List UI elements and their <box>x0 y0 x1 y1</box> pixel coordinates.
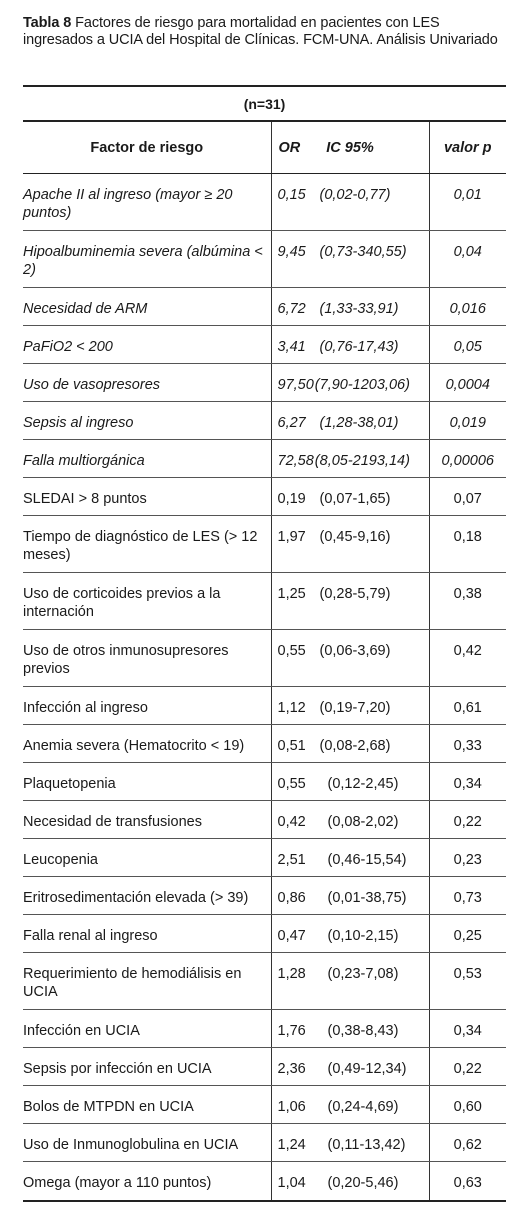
row-or: 0,42 <box>277 814 306 830</box>
row-or-ic <box>271 402 429 440</box>
row-factor: Plaquetopenia <box>23 763 271 801</box>
row-factor: Necesidad de transfusiones <box>23 801 271 839</box>
row-factor: Tiempo de diagnóstico de LES (> 12 meses) <box>23 516 271 573</box>
row-or: 0,86 <box>277 890 306 906</box>
row-or-ic <box>271 1010 429 1048</box>
row-or-ic <box>271 288 429 326</box>
row-p-value: 0,61 <box>429 687 506 725</box>
row-or: 3,41 <box>277 339 306 355</box>
row-p-value: 0,18 <box>429 516 506 573</box>
row-ic: (1,28-38,01) <box>319 415 399 431</box>
row-p-value: 0,42 <box>429 630 506 687</box>
header-p: valor p <box>429 121 506 174</box>
row-or-ic <box>271 1048 429 1086</box>
row-or-ic <box>271 687 429 725</box>
row-or-ic <box>271 478 429 516</box>
row-ic: (8,05-2193,14) <box>314 453 410 469</box>
table-row <box>23 801 506 839</box>
table-row <box>23 402 506 440</box>
header-row <box>23 121 506 174</box>
row-or: 2,36 <box>277 1061 306 1077</box>
row-or-ic <box>271 364 429 402</box>
row-ic: (0,24-4,69) <box>327 1099 399 1115</box>
table-caption <box>23 15 513 48</box>
row-or: 0,51 <box>277 738 306 754</box>
row-ic: (0,06-3,69) <box>319 643 391 659</box>
table-row <box>23 1162 506 1202</box>
row-ic: (0,38-8,43) <box>327 1023 399 1039</box>
row-factor: Eritrosedimentación elevada (> 39) <box>23 877 271 915</box>
row-p-value: 0,04 <box>429 231 506 288</box>
row-p-value: 0,33 <box>429 725 506 763</box>
row-factor: Uso de vasopresores <box>23 364 271 402</box>
table-row <box>23 877 506 915</box>
row-p-value: 0,60 <box>429 1086 506 1124</box>
table-row <box>23 687 506 725</box>
row-p-value: 0,63 <box>429 1162 506 1202</box>
row-ic: (0,23-7,08) <box>327 966 399 982</box>
row-p-value: 0,05 <box>429 326 506 364</box>
row-p-value: 0,23 <box>429 839 506 877</box>
row-or: 0,19 <box>277 491 306 507</box>
row-p-value: 0,22 <box>429 801 506 839</box>
row-factor: Anemia severa (Hematocrito < 19) <box>23 725 271 763</box>
header-factor: Factor de riesgo <box>23 121 271 174</box>
table-row <box>23 1124 506 1162</box>
sample-size: (n=31) <box>23 86 506 121</box>
row-ic: (0,12-2,45) <box>327 776 399 792</box>
row-or: 6,27 <box>277 415 306 431</box>
row-or: 1,24 <box>277 1137 306 1153</box>
row-or-ic <box>271 440 429 478</box>
row-ic: (0,08-2,02) <box>327 814 399 830</box>
row-or-ic <box>271 953 429 1010</box>
row-p-value: 0,07 <box>429 478 506 516</box>
caption-text: Factores de riesgo para mortalidad en pacientes con LES ingresados a UCIA del Hospital de Clínicas. FCM-UNA. Análisis Univariado <box>23 15 498 48</box>
row-or-ic <box>271 630 429 687</box>
caption-label: Tabla 8 <box>23 15 72 31</box>
row-p-value: 0,22 <box>429 1048 506 1086</box>
row-ic: (1,33-33,91) <box>319 301 399 317</box>
row-ic: (0,01-38,75) <box>327 890 407 906</box>
row-or-ic <box>271 725 429 763</box>
row-or: 1,12 <box>277 700 306 716</box>
row-or-ic <box>271 801 429 839</box>
row-factor: Hipoalbuminemia severa (albúmina < 2) <box>23 231 271 288</box>
risk-factor-table <box>23 85 506 1202</box>
row-or-ic <box>271 915 429 953</box>
row-or: 1,06 <box>277 1099 306 1115</box>
row-factor: PaFiO2 < 200 <box>23 326 271 364</box>
row-factor: Uso de Inmunoglobulina en UCIA <box>23 1124 271 1162</box>
row-or-ic <box>271 763 429 801</box>
table-row <box>23 839 506 877</box>
row-factor: Falla renal al ingreso <box>23 915 271 953</box>
row-ic: (0,07-1,65) <box>319 491 391 507</box>
row-or-ic <box>271 573 429 630</box>
row-factor: Omega (mayor a 110 puntos) <box>23 1162 271 1202</box>
row-or: 6,72 <box>277 301 306 317</box>
row-or: 97,50 <box>277 377 314 393</box>
table-row <box>23 440 506 478</box>
sample-size-row <box>23 86 506 121</box>
row-p-value: 0,34 <box>429 1010 506 1048</box>
row-factor: Necesidad de ARM <box>23 288 271 326</box>
row-ic: (0,19-7,20) <box>319 700 391 716</box>
table-row <box>23 478 506 516</box>
row-ic: (0,49-12,34) <box>327 1061 407 1077</box>
row-p-value: 0,25 <box>429 915 506 953</box>
row-p-value: 0,34 <box>429 763 506 801</box>
row-or-ic <box>271 877 429 915</box>
row-or: 0,15 <box>277 187 306 203</box>
row-or: 0,55 <box>277 776 306 792</box>
table-row <box>23 231 506 288</box>
row-or-ic <box>271 326 429 364</box>
row-factor: SLEDAI > 8 puntos <box>23 478 271 516</box>
row-ic: (0,76-17,43) <box>319 339 399 355</box>
row-or: 0,47 <box>277 928 306 944</box>
row-or-ic <box>271 1086 429 1124</box>
row-p-value: 0,01 <box>429 174 506 231</box>
row-p-value: 0,019 <box>429 402 506 440</box>
row-or-ic <box>271 839 429 877</box>
table-row <box>23 915 506 953</box>
row-or: 1,97 <box>277 529 306 545</box>
table-row <box>23 953 506 1010</box>
row-factor: Bolos de MTPDN en UCIA <box>23 1086 271 1124</box>
row-or: 0,55 <box>277 643 306 659</box>
table-row <box>23 1010 506 1048</box>
row-factor: Requerimiento de hemodiálisis en UCIA <box>23 953 271 1010</box>
row-or-ic <box>271 1162 429 1202</box>
row-p-value: 0,016 <box>429 288 506 326</box>
row-factor: Sepsis al ingreso <box>23 402 271 440</box>
row-factor: Apache II al ingreso (mayor ≥ 20 puntos) <box>23 174 271 231</box>
table-row <box>23 516 506 573</box>
row-p-value: 0,62 <box>429 1124 506 1162</box>
row-or-ic <box>271 1124 429 1162</box>
row-factor: Infección al ingreso <box>23 687 271 725</box>
row-p-value: 0,53 <box>429 953 506 1010</box>
header-ic: IC 95% <box>326 139 374 156</box>
row-factor: Infección en UCIA <box>23 1010 271 1048</box>
row-factor: Leucopenia <box>23 839 271 877</box>
row-or-ic <box>271 231 429 288</box>
row-or: 72,58 <box>277 453 314 469</box>
row-p-value: 0,00006 <box>429 440 506 478</box>
table-row <box>23 763 506 801</box>
table-row <box>23 573 506 630</box>
row-factor: Sepsis por infección en UCIA <box>23 1048 271 1086</box>
row-ic: (0,02-0,77) <box>319 187 391 203</box>
row-ic: (0,08-2,68) <box>319 738 391 754</box>
row-or: 1,28 <box>277 966 306 982</box>
row-or-ic <box>271 174 429 231</box>
table-row <box>23 1048 506 1086</box>
row-or: 1,04 <box>277 1175 306 1191</box>
row-ic: (0,11-13,42) <box>327 1137 406 1153</box>
row-ic: (0,28-5,79) <box>319 586 391 602</box>
row-p-value: 0,0004 <box>429 364 506 402</box>
row-p-value: 0,73 <box>429 877 506 915</box>
table-row <box>23 630 506 687</box>
row-or-ic <box>271 516 429 573</box>
row-ic: (0,10-2,15) <box>327 928 399 944</box>
header-or: OR <box>278 139 301 156</box>
table-row <box>23 364 506 402</box>
row-ic: (0,45-9,16) <box>319 529 391 545</box>
row-factor: Uso de corticoides previos a la internación <box>23 573 271 630</box>
table-row <box>23 326 506 364</box>
row-ic: (0,20-5,46) <box>327 1175 399 1191</box>
row-or: 1,76 <box>277 1023 306 1039</box>
header-or-ic <box>271 121 429 174</box>
row-or: 2,51 <box>277 852 306 868</box>
row-or: 1,25 <box>277 586 306 602</box>
row-or: 9,45 <box>277 244 306 260</box>
row-ic: (0,73-340,55) <box>319 244 407 260</box>
table-row <box>23 725 506 763</box>
row-ic: (0,46-15,54) <box>327 852 407 868</box>
table-row <box>23 174 506 231</box>
row-ic: (7,90-1203,06) <box>314 377 410 393</box>
row-factor: Uso de otros inmunosupresores previos <box>23 630 271 687</box>
table-row <box>23 288 506 326</box>
row-p-value: 0,38 <box>429 573 506 630</box>
table-row <box>23 1086 506 1124</box>
row-factor: Falla multiorgánica <box>23 440 271 478</box>
